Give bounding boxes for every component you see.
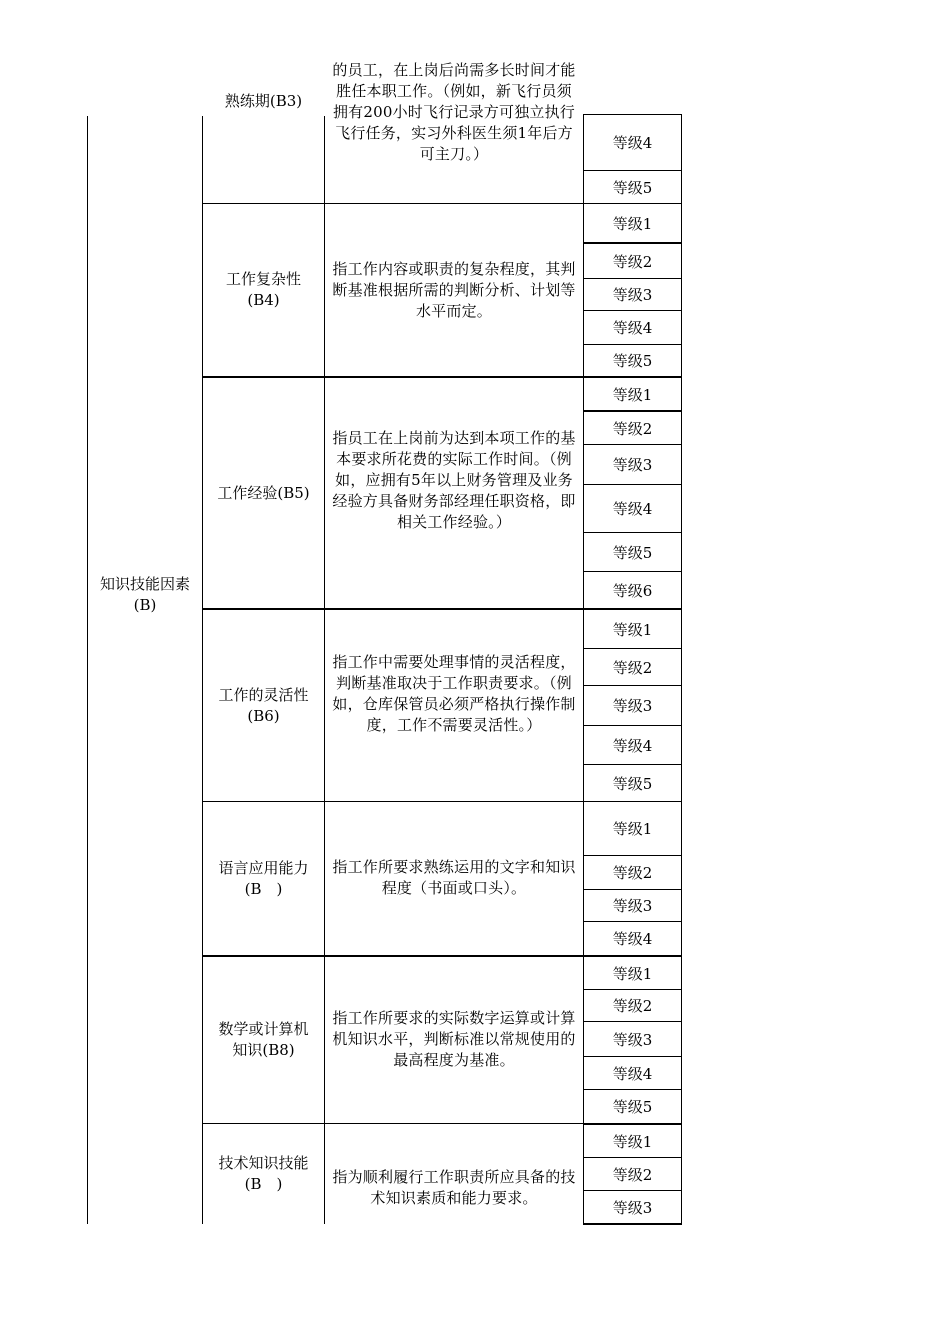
row-code: (B ) bbox=[244, 879, 283, 898]
row-code: (B ) bbox=[244, 1175, 283, 1193]
level-cell: 等级2 bbox=[612, 419, 653, 438]
level-cell: 等级2 bbox=[612, 658, 653, 677]
column-border-right bbox=[681, 114, 682, 1225]
row-name: 工作的灵活性 bbox=[218, 685, 309, 704]
row-name: 语言应用能力 bbox=[218, 858, 309, 877]
level-cell: 等级3 bbox=[612, 1030, 653, 1049]
level-cell: 等级3 bbox=[612, 456, 653, 474]
row-name-language bbox=[203, 802, 324, 955]
row-description-language: 指工作所要求熟练运用的文字和知识程度（书面或口头）。 bbox=[332, 858, 576, 897]
level-cell: 等级2 bbox=[612, 864, 653, 882]
level-cell: 等级1 bbox=[612, 964, 653, 983]
row-description-b3: 的员工，在上岗后尚需多长时间才能胜任本职工作。（例如，新飞行员须拥有200小时飞行记录方可独立执行飞行任务，实习外科医生须1年后方可主刀。） bbox=[332, 61, 576, 163]
row-description-b6: 指工作中需要处理事情的灵活程度，判断基准取决于工作职责要求。（例如，仓库保管员必须严格执行操作制度，工作不需要灵活性。） bbox=[332, 653, 576, 734]
row-code: 知识(B8) bbox=[232, 1041, 295, 1059]
level-cell: 等级2 bbox=[612, 997, 653, 1015]
level-cell: 等级4 bbox=[612, 1064, 653, 1083]
row-name-technical bbox=[203, 1125, 324, 1223]
level-cell: 等级4 bbox=[612, 736, 653, 755]
level-cell: 等级2 bbox=[612, 252, 653, 271]
level-separator bbox=[583, 1223, 682, 1225]
level-cell: 等级3 bbox=[612, 697, 653, 715]
level-cell: 等级2 bbox=[612, 1165, 653, 1184]
level-cell: 等级1 bbox=[612, 620, 653, 639]
row-separator bbox=[202, 1123, 583, 1124]
factor-label: 知识技能因素 bbox=[99, 575, 190, 593]
row-code: (B6) bbox=[247, 706, 280, 725]
row-description-b5: 指员工在上岗前为达到本项工作的基本要求所花费的实际工作时间。（例如，应拥有5年以上财务管理及业务经验方具备财务部经理任职资格，即相关工作经验。） bbox=[332, 429, 576, 531]
factor-cell bbox=[88, 574, 202, 616]
row-name: 工作复杂性 bbox=[225, 270, 301, 288]
level-cell: 等级3 bbox=[612, 897, 653, 915]
level-cell: 等级4 bbox=[612, 319, 653, 337]
level-cell: 等级1 bbox=[612, 1132, 653, 1151]
row-code: (B4) bbox=[247, 291, 280, 309]
level-cell: 等级1 bbox=[612, 385, 653, 404]
row-name: 数学或计算机 bbox=[218, 1020, 309, 1038]
level-cell: 等级5 bbox=[612, 1098, 653, 1116]
row-name-b6 bbox=[203, 610, 324, 801]
level-cell: 等级1 bbox=[612, 214, 653, 233]
column-divider-name bbox=[324, 116, 325, 1224]
level-cell: 等级6 bbox=[612, 581, 653, 600]
row-name-b3 bbox=[203, 90, 324, 112]
row-name-b4 bbox=[203, 204, 324, 376]
level-cell: 等级1 bbox=[612, 820, 653, 838]
row-name-b8 bbox=[203, 957, 324, 1123]
level-cell: 等级5 bbox=[612, 178, 653, 197]
level-cell: 等级4 bbox=[612, 134, 653, 152]
row-description-b8: 指工作所要求的实际数字运算或计算机知识水平，判断标准以常规使用的最高程度为基准。 bbox=[332, 1009, 576, 1069]
level-cell: 等级5 bbox=[612, 774, 653, 793]
level-cell: 等级5 bbox=[612, 543, 653, 562]
row-description-technical: 指为顺利履行工作职责所应具备的技术知识素质和能力要求。 bbox=[332, 1168, 576, 1207]
level-cell: 等级3 bbox=[612, 1198, 653, 1217]
row-description-b4: 指工作内容或职责的复杂程度，其判断基准根据所需的判断分析、计划等水平而定。 bbox=[332, 260, 576, 320]
table-border-left bbox=[87, 116, 88, 1224]
factor-code: (B) bbox=[133, 596, 157, 614]
row-name: 工作经验(B5) bbox=[217, 483, 310, 502]
level-cell: 等级4 bbox=[612, 500, 653, 518]
row-name: 熟练期(B3) bbox=[224, 91, 303, 110]
level-cell: 等级3 bbox=[612, 286, 653, 304]
level-cell: 等级4 bbox=[612, 930, 653, 948]
level-cell: 等级5 bbox=[612, 352, 653, 370]
row-name-b5 bbox=[203, 378, 324, 608]
row-name: 技术知识技能 bbox=[218, 1154, 309, 1172]
